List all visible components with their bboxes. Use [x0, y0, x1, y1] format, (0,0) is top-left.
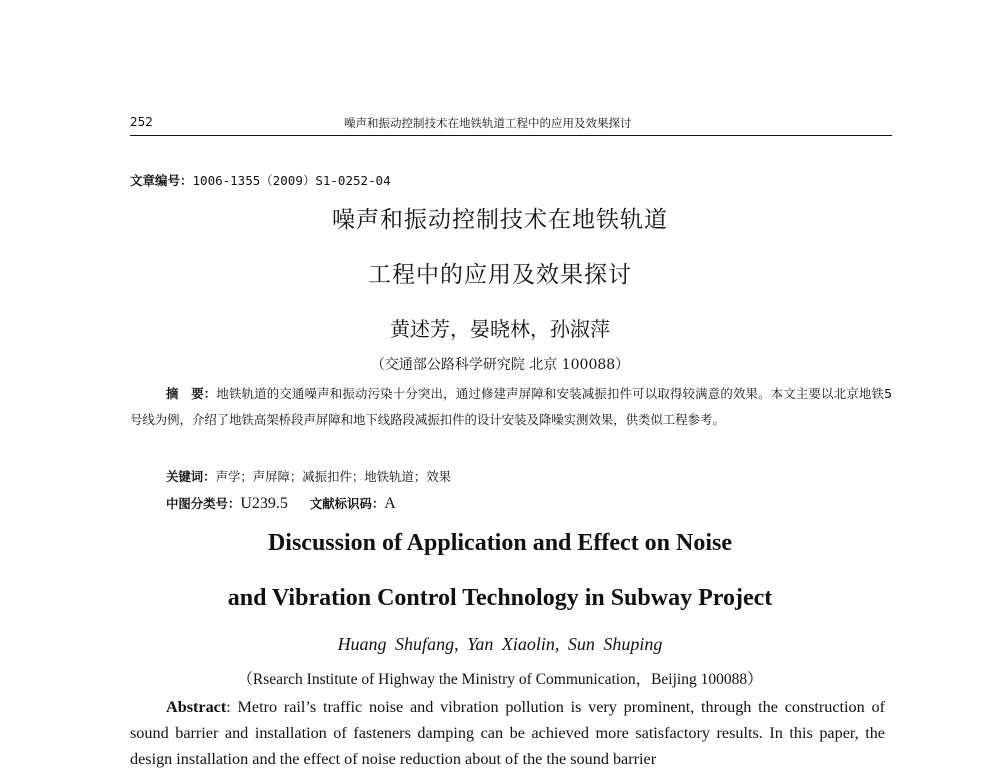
en-abstract-label: Abstract: [166, 698, 227, 716]
en-title-line-2: and Vibration Control Technology in Subway Project: [227, 585, 773, 611]
en-title-line-1: Discussion of Application and Effect on Noise: [267, 530, 733, 556]
cn-affiliation: （交通部公路科学研究院 北京 100088）: [370, 357, 630, 373]
doc-code-value: A: [384, 495, 396, 512]
running-title: 噪声和振动控制技术在地铁轨道工程中的应用及效果探讨: [344, 116, 632, 130]
en-affiliation: （Rsearch Institute of Highway the Ministry of Communication，Beijing 100088）: [237, 671, 763, 688]
classification: [166, 494, 396, 513]
running-header: [130, 115, 892, 136]
keywords-label: 关键词：: [166, 469, 216, 484]
cn-abstract-label: 摘 要：: [166, 386, 217, 401]
article-number: [130, 171, 391, 189]
keywords-text: 声学；声屏障；减振扣件；地铁轨道；效果: [215, 469, 451, 484]
cn-abstract: [130, 381, 892, 433]
classification-label: 中图分类号：: [166, 496, 241, 511]
cn-title-line-2: 工程中的应用及效果探讨: [368, 262, 632, 288]
en-abstract-text: : Metro rail’s traffic noise and vibration pollution is very prominent, through the construction of sound barrier and installation of fasteners damping can be achieved more satisfactory results. In this paper, the design installation and the effect of noise reduction about of the the sound barrier: [130, 698, 885, 768]
cn-title-line-1: 噪声和振动控制技术在地铁轨道: [332, 207, 668, 233]
en-abstract: [130, 694, 885, 772]
article-number-label: 文章编号：: [130, 173, 193, 188]
en-authors: Huang Shufang, Yan Xiaolin, Sun Shuping: [337, 634, 663, 654]
page-number: 252: [130, 115, 153, 129]
cn-authors: 黄述芳，晏晓林，孙淑萍: [390, 317, 610, 341]
keywords: [166, 467, 451, 485]
cn-abstract-text: 地铁轨道的交通噪声和振动污染十分突出，通过修建声屏障和安装减振扣件可以取得较满意的效果。本文主要以北京地铁5号线为例，介绍了地铁高架桥段声屏障和地下线路段减振扣件的设计安装及降噪实测效果，供类似工程参考。: [130, 386, 893, 427]
doc-code-label: 文献标识码：: [309, 496, 385, 511]
article-number-value: 1006-1355（2009）S1-0252-04: [192, 173, 391, 188]
classification-value: U239.5: [240, 495, 288, 512]
